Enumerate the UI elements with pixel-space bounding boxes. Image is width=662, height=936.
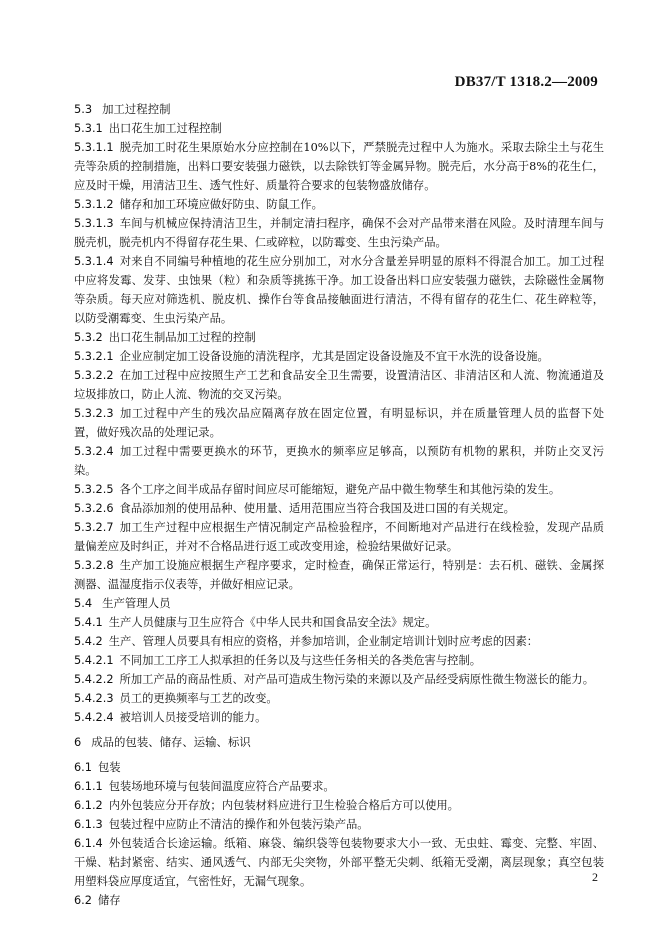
clause-paragraph	[74, 252, 604, 328]
clause-paragraph	[74, 366, 604, 404]
clause-number: 5.3.2.2	[74, 369, 114, 382]
page-number: 2	[592, 870, 598, 884]
clause-text: 脱壳加工时花生果原始水分应控制在10%以下，严禁脱壳过程中人为施水。采取去除尘土与花生壳等杂质的控制措施，出料口要安装强力磁铁，以去除铁钉等金属异物。脱壳后，水分高于8%的花生仁，应及时干燥，用清洁卫生、透气性好、质量符合要求的包装物盛放储存。	[74, 141, 604, 192]
clause-text: 加工过程中需要更换水的环节，更换水的频率应足够高，以预防有机物的累积，并防止交叉污染。	[74, 445, 604, 477]
clause-number: 6.1.1	[74, 780, 103, 793]
clause-number: 5.4.2	[74, 635, 103, 648]
clause-text: 对来自不同编号种植地的花生应分别加工，对水分含量差异明显的原料不得混合加工。加工过程中应将发霉、发芽、虫蚀果（粒）和杂质等挑拣干净。加工设备出料口应安装强力磁铁，去除磁性金属物等杂质。每天应对筛选机、脱皮机、操作台等食品接触面进行清洁，不得有留存的花生仁、花生碎粒等，以防受潮霉变、生虫污染产品。	[74, 255, 604, 325]
clause-text: 不同加工工序工人拟承担的任务以及与这些任务相关的各类危害与控制。	[119, 654, 482, 667]
clause-number: 5.3.2.1	[74, 350, 114, 363]
clause-paragraph	[74, 613, 604, 632]
clause-number: 6.1	[74, 761, 92, 774]
clause-paragraph	[74, 499, 604, 518]
clause-paragraph	[74, 404, 604, 442]
clause-paragraph	[74, 556, 604, 594]
clause-number: 5.3.1.3	[74, 217, 114, 230]
clause-number: 5.4.2.4	[74, 711, 114, 724]
clause-number: 5.4.2.3	[74, 692, 114, 705]
clause-number: 5.3.2.4	[74, 445, 114, 458]
clause-number: 5.4	[74, 596, 93, 610]
clause-paragraph	[74, 328, 604, 347]
clause-paragraph	[74, 891, 604, 910]
clause-text: 包装过程中应防止不清洁的操作和外包装污染产品。	[108, 818, 369, 831]
clause-paragraph	[74, 670, 604, 689]
clause-text: 生产、管理人员要具有相应的资格，并参加培训，企业制定培训计划时应考虑的因素：	[108, 635, 539, 648]
clause-text: 食品添加剂的使用品种、使用量、适用范围应当符合我国及进口国的有关规定。	[119, 502, 515, 515]
clause-number: 5.3.2.5	[74, 483, 114, 496]
clause-paragraph	[74, 796, 604, 815]
clause-text: 出口花生加工过程控制	[108, 122, 222, 135]
clause-number: 5.3.1.1	[74, 141, 114, 154]
clause-text: 员工的更换频率与工艺的改变。	[119, 692, 278, 705]
clause-text: 企业应制定加工设备设施的清洗程序，尤其是固定设备设施及不宜干水洗的设备设施。	[119, 350, 549, 363]
clause-number: 5.4.1	[74, 616, 103, 629]
clause-number: 5.3.2	[74, 331, 103, 344]
standard-code: DB37/T 1318.2—2009	[454, 74, 598, 90]
clause-text: 外包装适合长途运输。纸箱、麻袋、编织袋等包装物要求大小一致、无虫蛀、霉变、完整、牢固、干燥、粘封紧密、结实、通风透气、内部无尖突物，外部平整无尖刺、纸箱无受潮，离层现象；真空包装用塑料袋应厚度适宜，气密性好，无漏气现象。	[74, 837, 604, 888]
clause-paragraph	[74, 518, 604, 556]
clause-number: 5.4.2.1	[74, 654, 114, 667]
clause-text: 出口花生制品加工过程的控制	[108, 331, 256, 344]
section-heading	[74, 594, 604, 613]
clause-text: 储存	[97, 894, 121, 907]
clause-paragraph	[74, 214, 604, 252]
clause-text: 生产人员健康与卫生应符合《中华人民共和国食品安全法》规定。	[108, 616, 437, 629]
clause-paragraph	[74, 138, 604, 195]
clause-paragraph	[74, 651, 604, 670]
clause-number: 6.2	[74, 894, 92, 907]
clause-text: 储存和加工环境应做好防虫、防鼠工作。	[119, 198, 323, 211]
clause-number: 6.1.4	[74, 837, 103, 850]
clause-paragraph	[74, 442, 604, 480]
clause-text: 包装	[97, 761, 121, 774]
clause-text: 被培训人员接受培训的能力。	[119, 711, 267, 724]
clause-paragraph	[74, 347, 604, 366]
clause-text: 所加工产品的商品性质、对产品可造成生物污染的来源以及产品经受病原性微生物滋长的能力。	[119, 673, 595, 686]
clause-text: 在加工过程中应按照生产工艺和食品安全卫生需要，设置清洁区、非清洁区和人流、物流通道及垃圾排放口，防止人流、物流的交叉污染。	[74, 369, 604, 401]
clause-number: 6.1.3	[74, 818, 103, 831]
clause-paragraph	[74, 834, 604, 891]
clause-text: 成品的包装、储存、运输、标识	[91, 735, 251, 749]
clause-paragraph	[74, 195, 604, 214]
clause-number: 6	[74, 735, 82, 749]
clause-text: 加工生产过程中应根据生产情况制定产品检验程序，不间断地对产品进行在线检验，发现产品质量偏差应及时纠正，并对不合格品进行返工或改变用途，检验结果做好记录。	[74, 521, 604, 553]
section-heading	[74, 100, 604, 119]
section-heading	[74, 733, 604, 752]
clause-number: 6.1.2	[74, 799, 103, 812]
clause-text: 包装场地环境与包装间温度应符合产品要求。	[108, 780, 335, 793]
clause-number: 5.3.2.8	[74, 559, 114, 572]
clause-paragraph	[74, 815, 604, 834]
clause-paragraph	[74, 758, 604, 777]
clause-number: 5.3.1	[74, 122, 103, 135]
clause-number: 5.3.2.7	[74, 521, 114, 534]
clause-number: 5.3.2.6	[74, 502, 114, 515]
clause-number: 5.3.1.4	[74, 255, 114, 268]
clause-paragraph	[74, 119, 604, 138]
clause-text: 加工过程中产生的残次品应隔离存放在固定位置，有明显标识，并在质量管理人员的监督下处置，做好残次品的处理记录。	[74, 407, 604, 439]
clause-text: 车间与机械应保持清洁卫生，并制定清扫程序，确保不会对产品带来潜在风险。及时清理车间与脱壳机，脱壳机内不得留存花生果、仁或碎粒，以防霉变、生虫污染产品。	[74, 217, 604, 249]
document-body	[74, 100, 604, 910]
clause-paragraph	[74, 689, 604, 708]
clause-number: 5.3.1.2	[74, 198, 114, 211]
clause-number: 5.4.2.2	[74, 673, 114, 686]
clause-number: 5.3.2.3	[74, 407, 114, 420]
clause-text: 生产加工设施应根据生产程序要求，定时检查，确保正常运行，特别是：去石机、磁铁、金属探测器、温湿度指示仪表等，并做好相应记录。	[74, 559, 604, 591]
clause-paragraph	[74, 632, 604, 651]
clause-paragraph	[74, 777, 604, 796]
clause-text: 内外包装应分开存放；内包装材料应进行卫生检验合格后方可以使用。	[108, 799, 459, 812]
clause-text: 各个工序之间半成品存留时间应尽可能缩短，避免产品中微生物孳生和其他污染的发生。	[119, 483, 561, 496]
clause-text: 生产管理人员	[102, 596, 171, 610]
clause-number: 5.3	[74, 102, 93, 116]
clause-text: 加工过程控制	[102, 102, 171, 116]
clause-paragraph	[74, 708, 604, 727]
clause-paragraph	[74, 480, 604, 499]
